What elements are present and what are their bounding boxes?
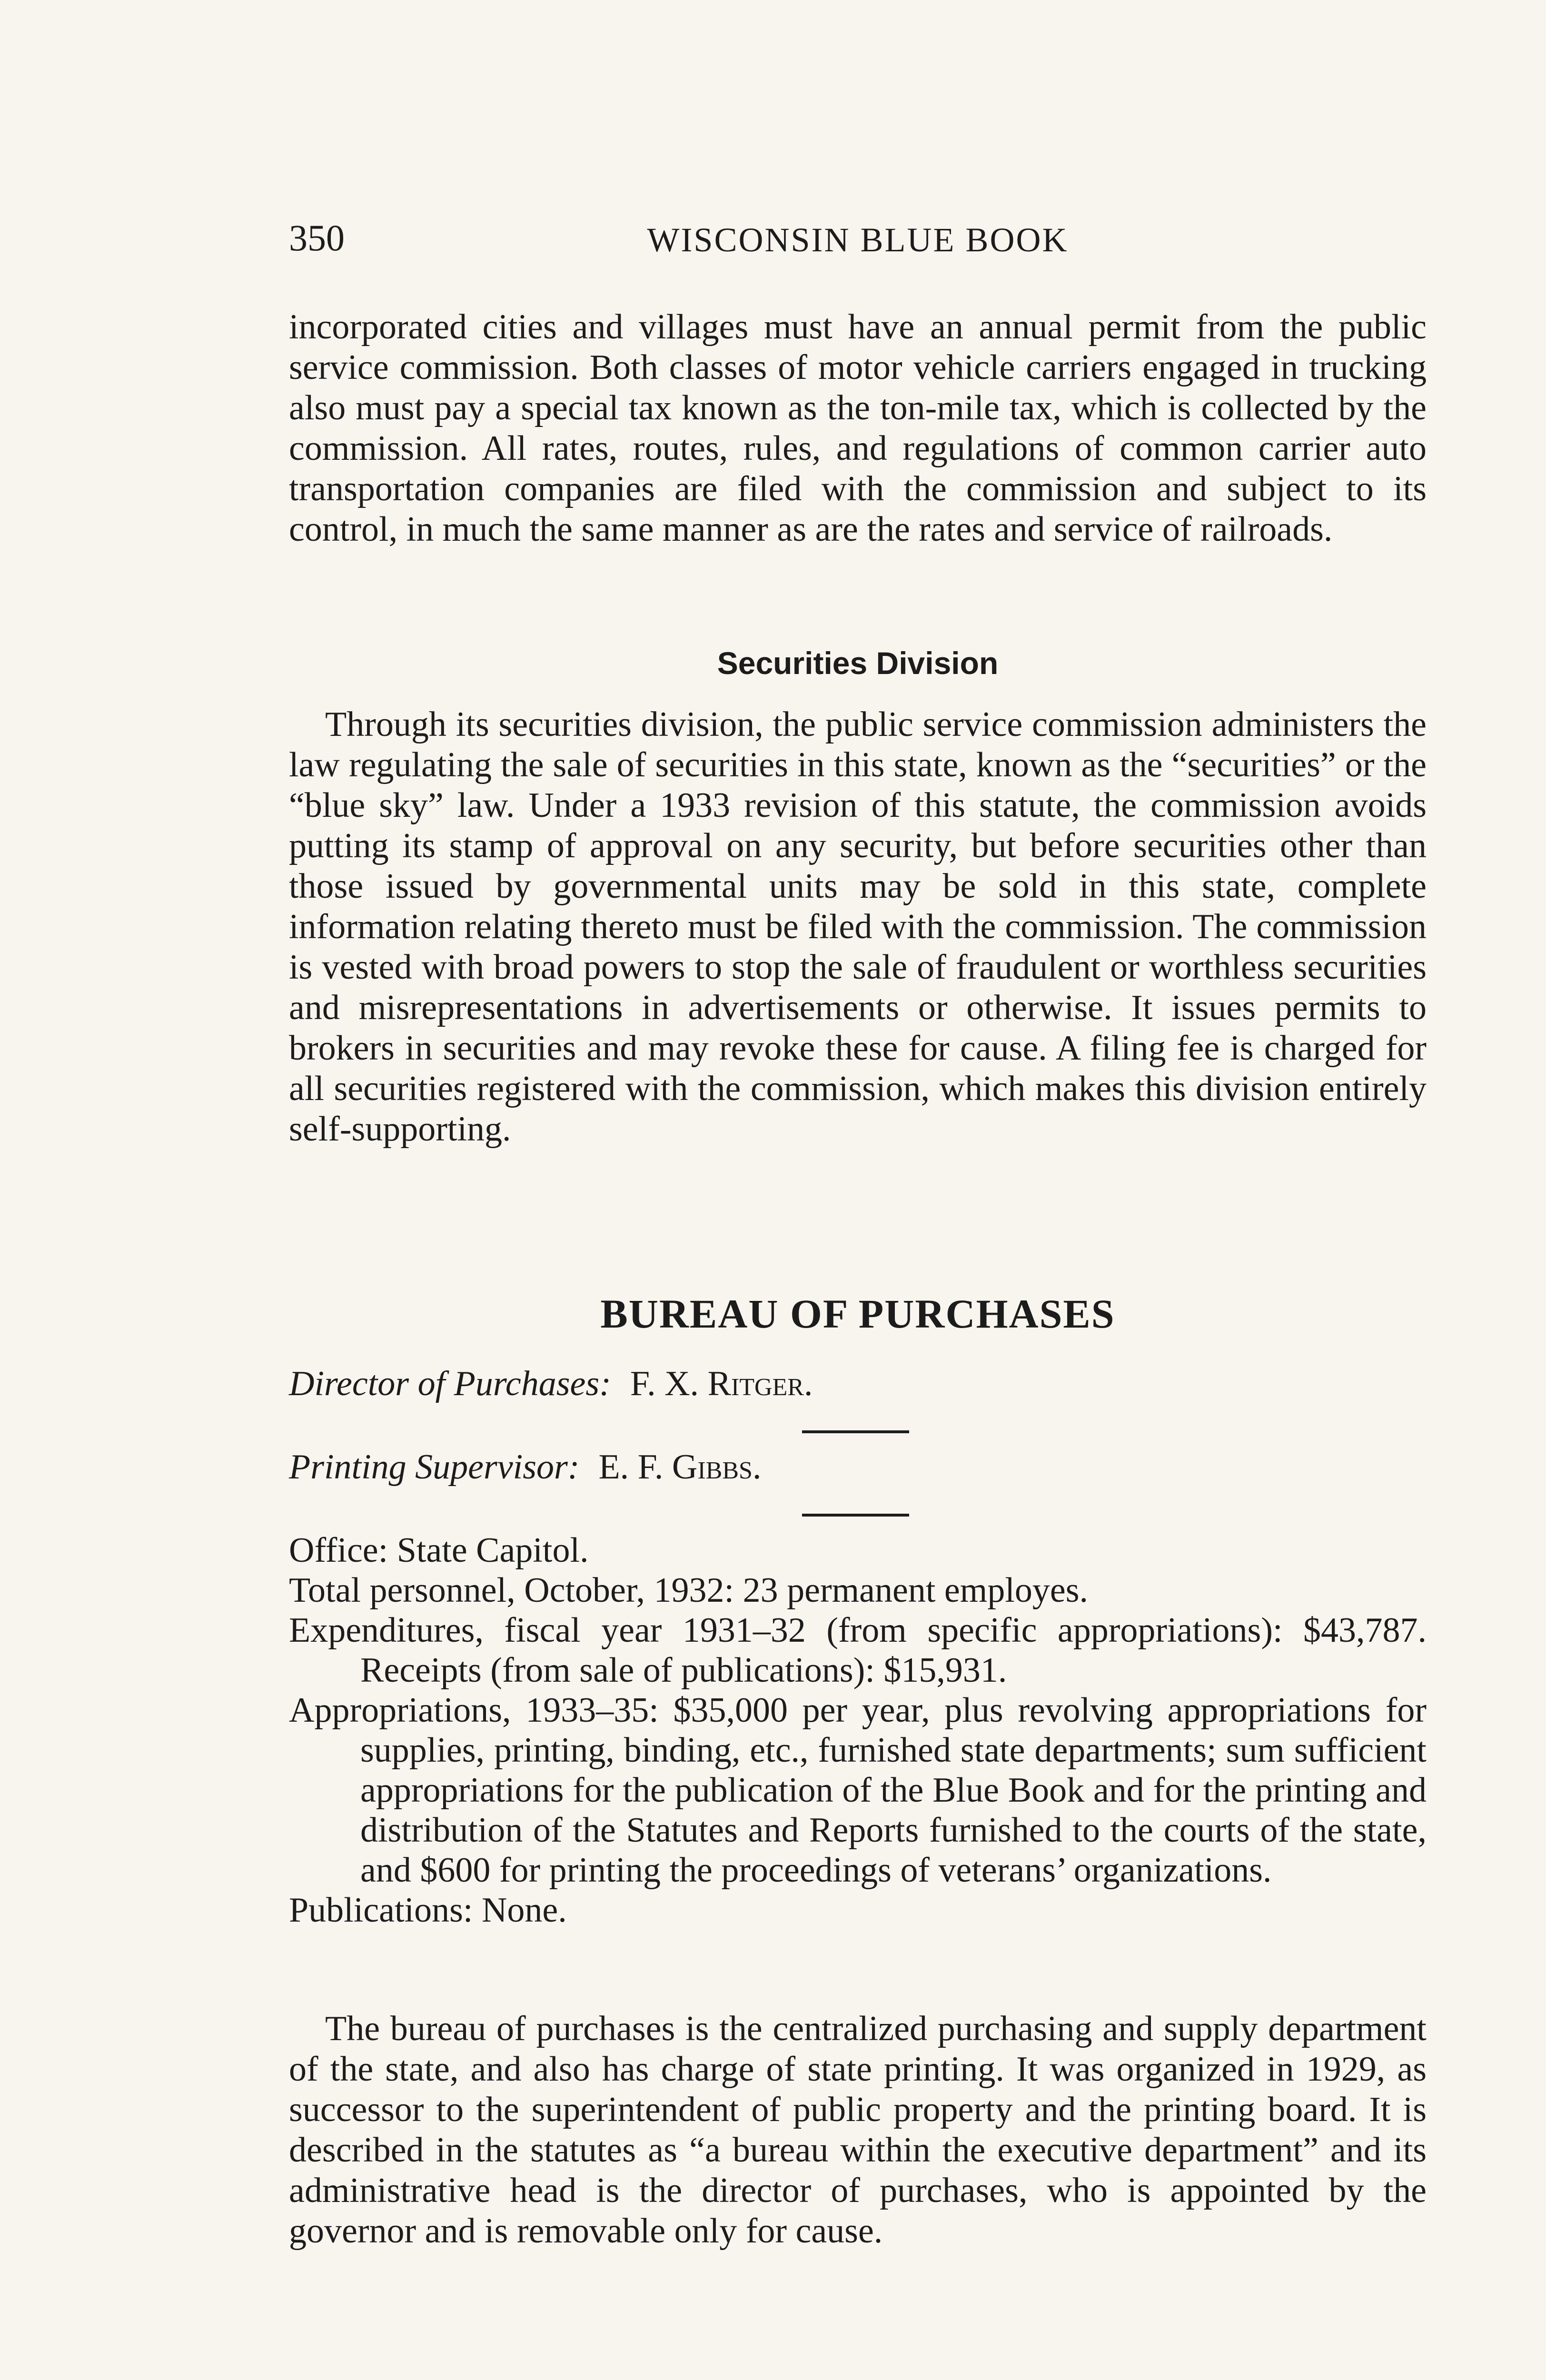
page-header — [289, 217, 1427, 269]
divider-rule — [802, 1514, 909, 1517]
fact-office: Office: State Capitol. — [289, 1531, 589, 1570]
fact-personnel: Total personnel, October, 1932: 23 permanent employes. — [289, 1571, 1089, 1610]
bureau-facts — [289, 1530, 1427, 1930]
bureau-heading: BUREAU OF PURCHASES — [600, 1291, 1115, 1337]
fact-expenditures: Expenditures, fiscal year 1931–32 (from specific appropriations): $43,787. Receipts (from sale of publications): $15,931. — [289, 1611, 1427, 1690]
officer-title: Printing Supervisor: — [289, 1448, 580, 1487]
officer-name: F. X. Ritger. — [630, 1364, 813, 1403]
officer-printing-supervisor — [289, 1447, 761, 1488]
bureau-description-block — [289, 2009, 1427, 2251]
officer-director — [289, 1364, 813, 1404]
running-title: WISCONSIN BLUE BOOK — [647, 221, 1069, 259]
fact-appropriations: Appropriations, 1933–35: $35,000 per year, plus revolving appropriations for supplies, printing, binding, etc., furnished state departments; sum sufficient appropriations for the publication of the Blue Book and for the printing and distribution of the Statutes and Reports furnished to the courts of the state, and $600 for printing the proceedings of veterans’ organizations. — [289, 1691, 1427, 1890]
page-number: 350 — [289, 217, 345, 258]
fact-publications: Publications: None. — [289, 1891, 567, 1930]
officer-title: Director of Purchases: — [289, 1364, 611, 1403]
divider-rule — [802, 1430, 909, 1433]
intro-block — [289, 307, 1427, 550]
securities-paragraph: Through its securities division, the public service commission administers the law regulating the sale of securities in this state, known as the “securities” or the “blue sky” law. Under a 1933 revision of this statute, the commission avoids putting its stamp of approval on any security, but before securities other than those issued by governmental units may be sold in this state, complete information relating thereto must be filed with the commission. The commission is vested with broad powers to stop the sale of fraudulent or worthless securities and misrepresentations in advertisements or otherwise. It issues permits to brokers in securities and may revoke these for cause. A filing fee is charged for all securities registered with the commission, which makes this division entirely self-supporting. — [289, 705, 1427, 1149]
bureau-paragraph: The bureau of purchases is the centralized purchasing and supply department of the state, and also has charge of state printing. It was organized in 1929, as successor to the superintendent of public property and the printing board. It is described in the statutes as “a bureau within the executive department” and its administrative head is the director of purchases, who is appointed by the governor and is removable only for cause. — [289, 2009, 1427, 2251]
securities-heading: Securities Division — [717, 645, 999, 681]
officer-name: E. F. Gibbs. — [598, 1448, 762, 1487]
intro-paragraph: incorporated cities and villages must have an annual permit from the public service commission. Both classes of motor vehicle carriers engaged in trucking also must pay a special tax known as the ton-mile tax, which is collected by the commission. All rates, routes, rules, and regulations of common carrier auto transportation companies are filed with the commission and subject to its control, in much the same manner as are the rates and service of railroads. — [289, 307, 1427, 549]
securities-block — [289, 704, 1427, 1150]
